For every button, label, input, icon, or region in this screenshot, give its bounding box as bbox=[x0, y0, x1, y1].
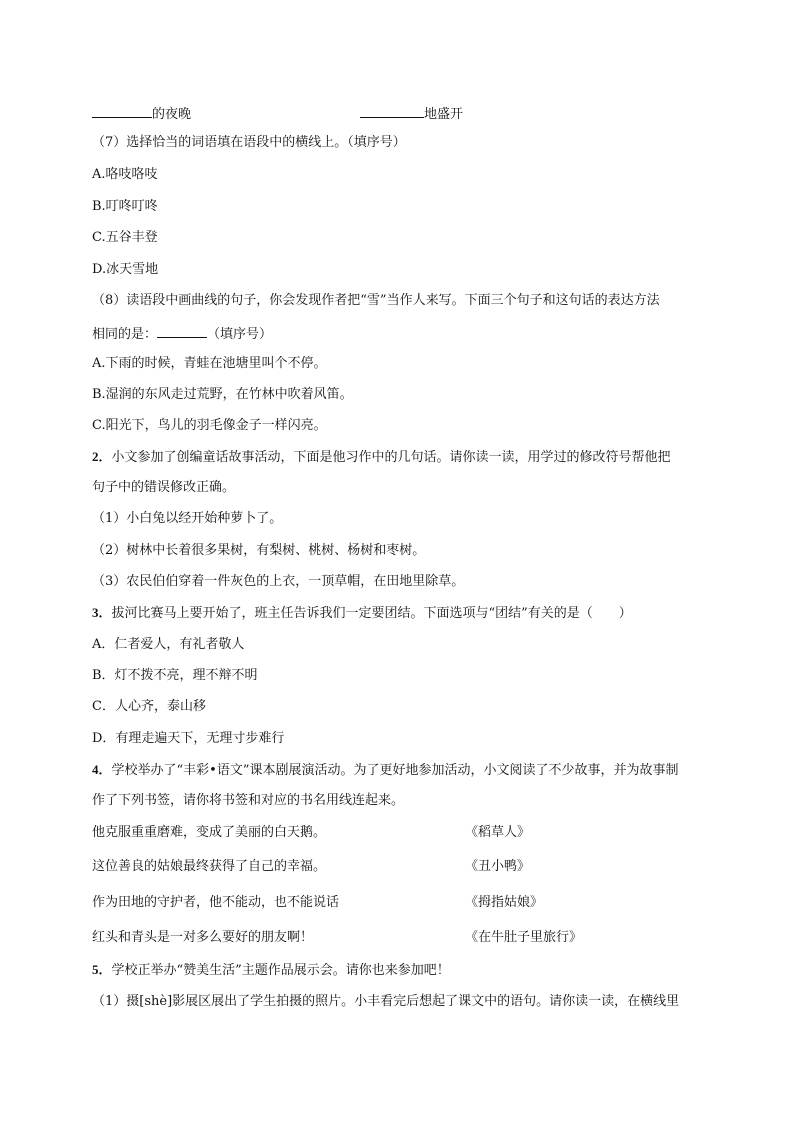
book-title-2[interactable]: 《丑小鸭》 bbox=[465, 859, 531, 874]
question-number: 3． bbox=[92, 605, 112, 620]
q3-option-d: D．有理走遍天下，无理寸步难行 bbox=[92, 731, 285, 746]
q7-stem: （7）选择恰当的词语填在语段中的横线上。（填序号） bbox=[92, 135, 406, 150]
answer-blank[interactable] bbox=[92, 103, 152, 118]
q2-stem-line1 bbox=[92, 448, 671, 467]
q5-stem-text: 学校正举办“赞美生活”主题作品展示会。请你也来参加吧！ bbox=[111, 963, 450, 978]
bookmark-text-4[interactable]: 红头和青头是一对多么要好的朋友啊！ bbox=[92, 930, 314, 945]
q2-item-2: （2）树林中长着很多果树，有梨树、桃树、杨树和枣树。 bbox=[92, 543, 426, 558]
question-number: 4． bbox=[92, 762, 112, 777]
q4-stem-line1 bbox=[92, 761, 678, 780]
q3-stem-text: 拔河比赛马上要开始了，班主任告诉我们一定要团结。下面选项与“团结”有关的是（ ） bbox=[111, 606, 632, 621]
question-number: 2． bbox=[92, 449, 112, 464]
q2-stem-line2: 句子中的错误修改正确。 bbox=[92, 480, 236, 495]
q8-stem-prefix: 相同的是： bbox=[92, 327, 158, 342]
q3-option-a: A．仁者爱人，有礼者敬人 bbox=[92, 637, 245, 652]
bookmark-text-3[interactable]: 作为田地的守护者，他不能动，也不能说话 bbox=[92, 895, 340, 910]
bookmark-text-1[interactable]: 他克服重重磨难，变成了美丽的白天鹅。 bbox=[92, 825, 327, 840]
q5-sub1: （1）摄[shè]影展区展出了学生拍摄的照片。小丰看完后想起了课文中的语句。请你读一读，在横线里 bbox=[92, 994, 680, 1009]
bookmark-text-2[interactable]: 这位善良的姑娘最终获得了自己的幸福。 bbox=[92, 859, 327, 874]
q7-option-a: A.咯吱咯吱 bbox=[92, 167, 158, 182]
q2-stem-text: 小文参加了创编童话故事活动，下面是他习作中的几句话。请你读一读，用学过的修改符号帮他把 bbox=[111, 450, 671, 465]
q7-option-d: D.冰天雪地 bbox=[92, 262, 159, 277]
q8-option-a: A.下雨的时候，青蛙在池塘里叫个不停。 bbox=[92, 356, 327, 371]
q2-item-1: （1）小白兔以经开始种萝卜了。 bbox=[92, 511, 283, 526]
q3-option-c: C．人心齐，泰山移 bbox=[92, 699, 206, 714]
q8-stem-line1: （8）读语段中画曲线的句子，你会发现作者把“雪”当作人来写。下面三个句子和这句话的表达方法 bbox=[92, 293, 660, 308]
q8-stem-line2 bbox=[92, 323, 272, 344]
q2-item-3: （3）农民伯伯穿着一件灰色的上衣，一顶草帽，在田地里除草。 bbox=[92, 574, 465, 589]
question-number: 5． bbox=[92, 962, 112, 977]
q7-option-c: C.五谷丰登 bbox=[92, 230, 158, 245]
q8-option-b: B.湿润的东风走过荒野，在竹林中吹着风笛。 bbox=[92, 387, 353, 402]
book-title-1[interactable]: 《稻草人》 bbox=[465, 825, 531, 840]
blank-line-bloom bbox=[360, 103, 463, 124]
q5-stem bbox=[92, 961, 450, 980]
answer-blank[interactable] bbox=[360, 103, 424, 118]
q3-stem bbox=[92, 604, 632, 623]
book-title-4[interactable]: 《在牛肚子里旅行》 bbox=[465, 930, 583, 945]
blank-suffix-text: 地盛开 bbox=[424, 107, 464, 122]
q4-stem-text: 学校举办了“丰彩•语文”课本剧展演活动。为了更好地参加活动，小文阅读了不少故事，并为故事制 bbox=[111, 763, 679, 778]
blank-suffix-text: 的夜晚 bbox=[152, 107, 192, 122]
blank-line-night bbox=[92, 103, 191, 124]
q7-option-b: B.叮咚叮咚 bbox=[92, 199, 158, 214]
q4-stem-line2: 作了下列书签，请你将书签和对应的书名用线连起来。 bbox=[92, 793, 405, 808]
q3-option-b: B．灯不拨不亮，理不辩不明 bbox=[92, 668, 258, 683]
q8-option-c: C.阳光下，鸟儿的羽毛像金子一样闪亮。 bbox=[92, 418, 327, 433]
answer-blank[interactable] bbox=[157, 323, 207, 338]
book-title-3[interactable]: 《拇指姑娘》 bbox=[465, 895, 544, 910]
q8-stem-suffix: （填序号） bbox=[207, 327, 273, 342]
